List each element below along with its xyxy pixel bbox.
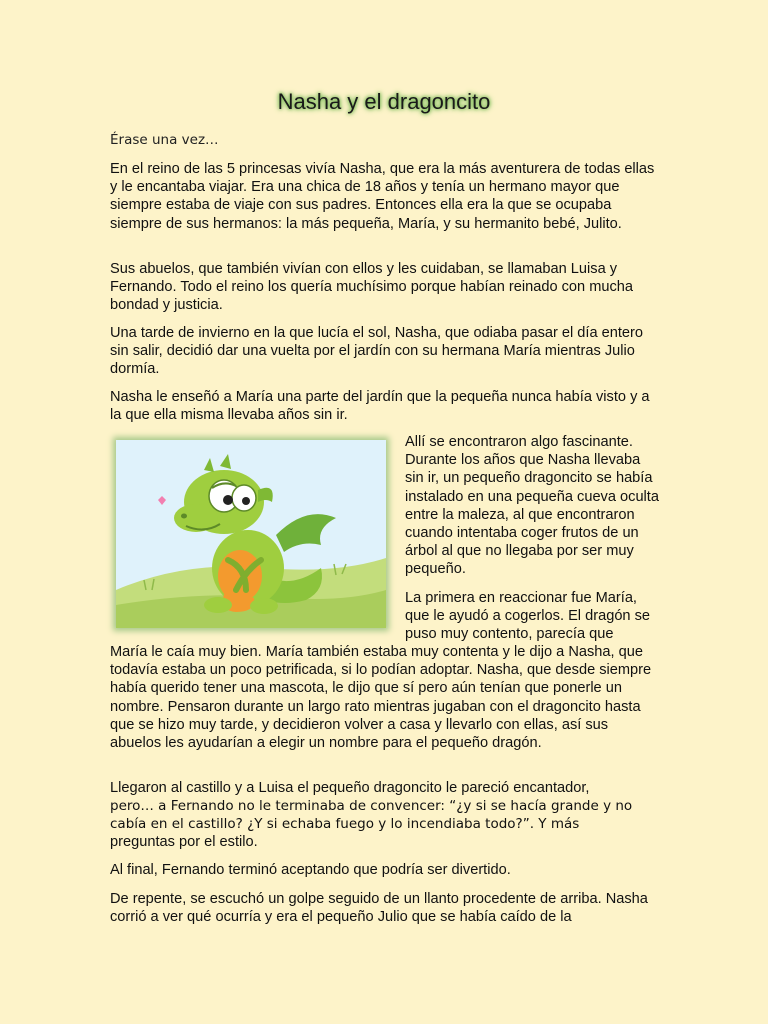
paragraph-1: En el reino de las 5 princesas vivía Nasha, que era la más aventurera de todas ellas y le encantaba viajar. Era una chica de 18 años y tenía un hermano mayor que siempre estaba de viaje con sus padres. Entonces ella era la que se ocupaba siempre de sus hermanos: la más pequeña, María, y su hermanito bebé, Julito. [110, 161, 655, 232]
paragraph-6-wrapped: La primera en reaccionar fue María, que le ayudó a cogerlos. El dragón se puso muy contento, parecía que [405, 590, 651, 643]
dragon-icon [116, 440, 386, 628]
paragraph-8: Al final, Fernando terminó aceptando que podría ser divertido. [110, 862, 511, 878]
paragraph-3: Una tarde de invierno en la que lucía el sol, Nasha, que odiaba pasar el día entero sin salir, decidió dar una vuelta por el jardín con su hermana María mientras Julio dormía. [110, 325, 644, 378]
paragraph-5: Allí se encontraron algo fascinante. Durante los años que Nasha llevaba sin ir, un pequeño dragoncito se había instalado en una pequeña cueva oculta entre la maleza, al que encontraron cuando intentaba coger frutos de un árbol al que no llegaba por ser muy pequeño. [405, 434, 659, 578]
paragraph-4: Nasha le enseñó a María una parte del jardín que la pequeña nunca había visto y a la que ella misma llevaba años sin ir. [110, 389, 650, 424]
page-title: Nasha y el dragoncito [277, 89, 491, 114]
paragraph-9: De repente, se escuchó un golpe seguido de un llanto procedente de arriba. Nasha corrió a ver qué ocurría y era el pequeño Julio que se había caído de la [110, 891, 648, 926]
paragraph-7-mixed: pero… a Fernando no le terminaba de convencer: “¿y si se hacía grande y no cabía en el castillo? ¿Y si echaba fuego y lo incendiaba todo?”. Y más [110, 798, 633, 833]
paragraph-7-end: preguntas por el estilo. [110, 834, 258, 850]
title-container [0, 86, 768, 118]
dragon-illustration [116, 440, 386, 628]
intro-line: Érase una vez… [110, 132, 219, 148]
paragraph-7-start: Llegaron al castillo y a Luisa el pequeño dragoncito le pareció encantador, [110, 780, 590, 796]
paragraph-6: María le caía muy bien. María también estaba muy contenta y le dijo a Nasha, que todavía estaba un poco petrificada, si lo podían adoptar. Nasha, que desde siempre había querido tener una mascota, le dijo que sí pero aún tenían que ponerle un nombre. Pensaron durante un largo rato mientras jugaban con el dragoncito hasta que se hizo muy tarde, y decidieron volver a casa y llevarlo con ellas, así sus abuelos les ayudarían a elegir un nombre para el pequeño dragón. [110, 644, 652, 752]
paragraph-2: Sus abuelos, que también vivían con ellos y les cuidaban, se llamaban Luisa y Fernando. Todo el reino los quería muchísimo porque habían reinado con mucha bondad y justicia. [110, 261, 634, 314]
